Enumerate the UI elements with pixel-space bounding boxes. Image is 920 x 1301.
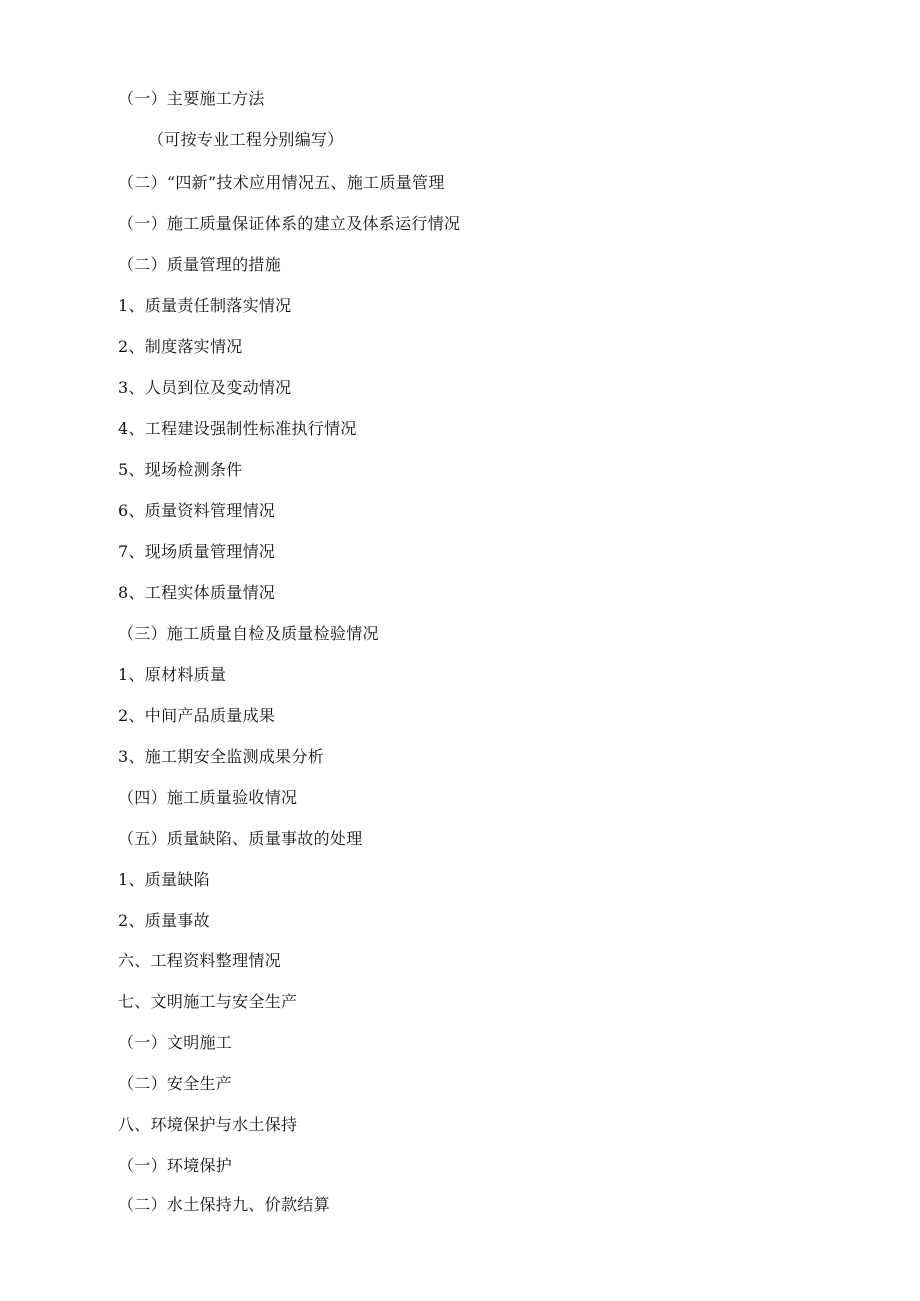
item-safety-monitoring: 3、施工期安全监测成果分析 — [118, 747, 325, 766]
subsection-main-construction-methods: （一）主要施工方法 — [118, 89, 265, 108]
item-physical-quality: 8、工程实体质量情况 — [118, 583, 276, 602]
item-personnel: 3、人员到位及变动情况 — [118, 378, 292, 397]
subsection-quality-measures: （二）质量管理的措施 — [118, 255, 282, 274]
subsection-four-new-tech: （二）“四新”技术应用情况五、施工质量管理 — [118, 173, 445, 192]
item-raw-materials: 1、原材料质量 — [118, 665, 227, 684]
item-site-quality-management: 7、现场质量管理情况 — [118, 542, 276, 561]
subsection-safety-production: （二）安全生产 — [118, 1074, 233, 1093]
item-quality-accidents: 2、质量事故 — [118, 911, 210, 930]
section-environment-soil: 八、环境保护与水土保持 — [118, 1115, 298, 1134]
subsection-acceptance: （四）施工质量验收情况 — [118, 788, 298, 807]
item-responsibility: 1、质量责任制落实情况 — [118, 296, 292, 315]
item-system-implementation: 2、制度落实情况 — [118, 337, 243, 356]
item-site-testing: 5、现场检测条件 — [118, 460, 243, 479]
section-documents: 六、工程资料整理情况 — [118, 951, 282, 970]
subsection-self-inspection: （三）施工质量自检及质量检验情况 — [118, 624, 379, 643]
subsection-quality-system: （一）施工质量保证体系的建立及体系运行情况 — [118, 214, 461, 233]
item-intermediate-products: 2、中间产品质量成果 — [118, 706, 276, 725]
note-by-specialty: （可按专业工程分别编写） — [148, 130, 344, 149]
subsection-civilized-construction: （一）文明施工 — [118, 1033, 233, 1052]
item-quality-documents: 6、质量资料管理情况 — [118, 501, 276, 520]
subsection-soil-and-settlement: （二）水土保持九、价款结算 — [118, 1195, 330, 1214]
item-quality-defects: 1、质量缺陷 — [118, 870, 210, 889]
subsection-environment: （一）环境保护 — [118, 1156, 233, 1175]
subsection-defects-accidents: （五）质量缺陷、质量事故的处理 — [118, 829, 363, 848]
section-civilized-construction-safety: 七、文明施工与安全生产 — [118, 992, 298, 1011]
item-mandatory-standards: 4、工程建设强制性标准执行情况 — [118, 419, 357, 438]
